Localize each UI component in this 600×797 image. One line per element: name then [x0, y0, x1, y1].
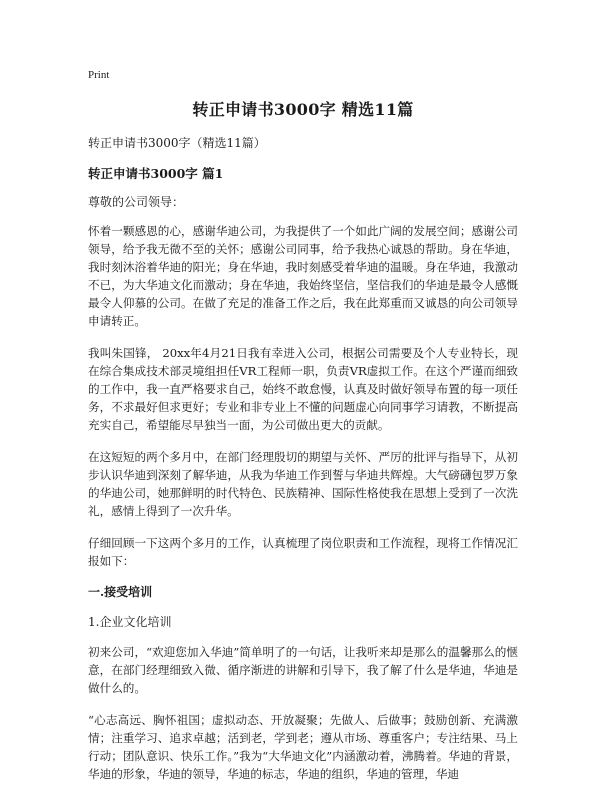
- document-title: 转正申请书3000字 精选11篇: [192, 100, 414, 119]
- heading-training: 一.接受培训: [88, 585, 153, 599]
- paragraph: 仔细回顾一下这两个多月的工作，认真梳理了岗位职责和工作流程，现将工作情况汇报如下：: [88, 536, 518, 568]
- paragraph: 在这短短的两个多月中，在部门经理殷切的期望与关怀、严厉的批评与指导下，从初步认识华迪到深刻了解华迪，从我为华迪工作到誓与华迪共辉煌。大气磅礴包罗万象的华迪公司，她那鲜明的时代特色、民族精神、国际性格使我在思想上受到了一次洗礼，感情上得到了一次升华。: [88, 450, 518, 518]
- salutation: 尊敬的公司领导：: [88, 195, 185, 209]
- section-title: 转正申请书3000字 篇1: [88, 166, 224, 181]
- paragraph: 怀着一颗感恩的心，感谢华迪公司，为我提供了一个如此广阔的发展空间；感谢公司领导，给予我无微不至的关怀；感谢公司同事，给予我热心诚恳的帮助。身在华迪，我时刻沐浴着华迪的阳光；身在华迪，我时刻感受着华迪的温暖。身在华迪，我激动不已，为大华迪文化而激动；身在华迪，我始终坚信，坚信我们的华迪是最令人感慨最令人仰慕的公司。在做了充足的准备工作之后，我在此郑重而又诚恳的向公司领导申请转正。: [88, 224, 518, 328]
- print-label: Print: [88, 69, 110, 81]
- paragraph: “心志高远、胸怀祖国；虚拟动态、开放凝聚；先做人、后做事；鼓励创新、充满激情；注重学习、追求卓越；活到老，学到老；遵从市场、尊重客户；专注结果、马上行动；团队意识、快乐工作。”我为“大华迪文化”内涵激动着，沸腾着。华迪的背景，华迪的形象，华迪的领导，华迪的标志，华迪的组织，华迪的管理，华迪: [88, 713, 518, 781]
- document-subtitle: 转正申请书3000字（精选11篇）: [88, 136, 266, 150]
- document-page: [88, 68, 518, 797]
- paragraph: 初来公司，“欢迎您加入华迪”简单明了的一句话，让我听来却是那么的温馨那么的惬意，在部门经理细致入微、循序渐进的讲解和引导下，我了解了什么是华迪，华迪是做什么的。: [88, 645, 518, 695]
- heading-culture-training: 1.企业文化培训: [88, 615, 172, 629]
- paragraph: 我叫朱国锋， 20xx年4月21日我有幸进入公司，根据公司需要及个人专业特长，现在综合集成技术部灵境组担任VR工程师一职，负责VR虚拟工作。在这个严谨而细致的工作中，我一直严格要求自己，始终不敢怠慢，认真及时做好领导布置的每一项任务，不求最好但求更好；专业和非专业上不懂的问题虚心向同事学习请教，不断提高充实自己，希望能尽早独当一面，为公司做出更大的贡献。: [88, 346, 518, 432]
